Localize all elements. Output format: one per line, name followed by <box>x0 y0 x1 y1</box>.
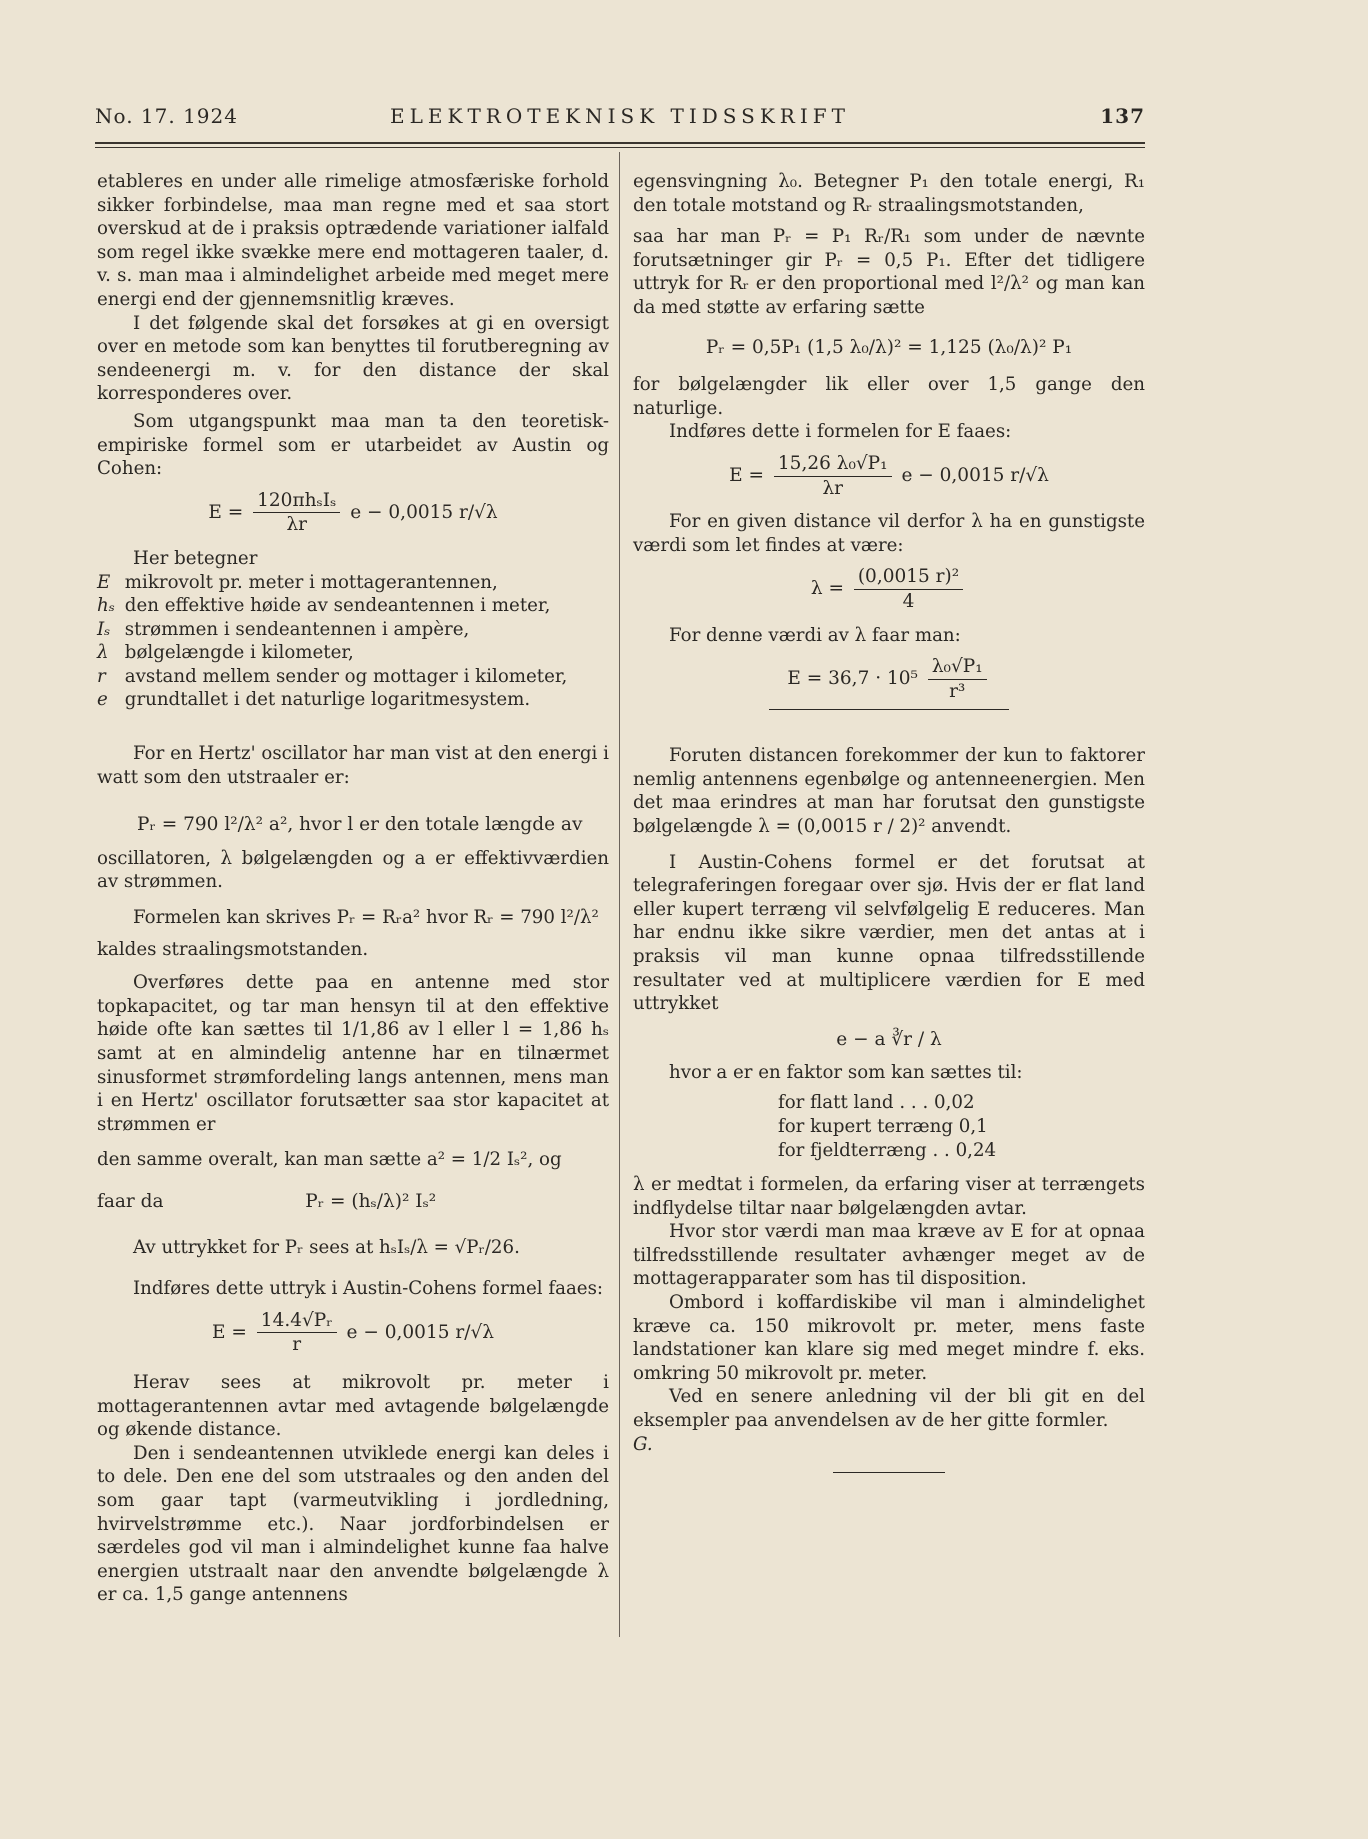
equation-numerator: (0,0015 r)² <box>854 565 963 590</box>
paragraph: Overføres dette paa en antenne med stor topkapacitet, og tar man hensyn til at den effektive høide ofte kan sættes til 1/1,86 av l eller l = 1,86 hₛ samt at en almindelig antenne har en tilnærmet sinusformet strømfordeling langs antennen, mens man i en Hertz' oscillator forutsætter saa stor kapacitet at strømmen er <box>97 972 609 1135</box>
table-row <box>778 1139 1145 1163</box>
paragraph: Herav sees at mikrovolt pr. meter i mottagerantennen avtar med avtagende bølgelængde og økende distance. <box>97 1371 609 1441</box>
equation-numerator: 15,26 λ₀√P₁ <box>774 452 892 477</box>
header-rule-thin <box>95 147 1145 148</box>
equation-optimal-lambda <box>633 565 1145 613</box>
equation-fraction <box>257 1309 337 1357</box>
paragraph: etableres en under alle rimelige atmosfæriske forhold sikker forbindelse, maa man regne med et saa stort overskud at de i praksis optrædende variationer ialfald som regel ikke svække mere end mottageren taaler, d. v. s. man maa i almindelighet arbeide med meget mere energi end der gjennemsnitlig kræves. <box>97 171 609 310</box>
paragraph: hvor a er en faktor som kan sættes til: <box>669 1062 1023 1084</box>
definition-text: bølgelængde i kilometer, <box>124 642 354 664</box>
author-signature: G. <box>633 1433 653 1455</box>
definition-item <box>97 688 609 712</box>
paragraph: For en given distance vil derfor λ ha en gunstigste værdi som let findes at være: <box>633 511 1145 556</box>
paragraph: Av uttrykket for Pᵣ sees at hₛIₛ/λ = √Pᵣ/26. <box>133 1236 520 1258</box>
paragraph: Foruten distancen forekommer der kun to faktorer nemlig antennens egenbølge og antenneenergien. Men det maa erindres at man har forutsat den gunstigste bølgelængde λ = (0,0015 r / 2)² anvendt. <box>633 745 1145 838</box>
left-column <box>97 170 609 1607</box>
definition-symbol: λ <box>97 642 109 664</box>
paragraph: Hvor stor værdi man maa kræve av E for at opnaa tilfredsstillende resultater avhænger meget av de mottagerapparater som has til disposition. <box>633 1221 1145 1290</box>
table-row <box>778 1115 1145 1139</box>
definition-item <box>97 641 609 665</box>
equation-exponent: e − 0,0015 r/√λ <box>346 1321 494 1343</box>
definition-text: den effektive høide av sendeantennen i meter, <box>124 595 551 617</box>
equation-terrain-factor: e − a ∛r / λ <box>836 1028 942 1050</box>
definition-symbol: Iₛ <box>97 618 111 640</box>
header-rule-thick <box>95 142 1145 144</box>
end-rule <box>833 1472 945 1473</box>
issue-label: No. 17. 1924 <box>95 104 238 128</box>
equation-fraction <box>928 655 987 703</box>
equation-radiated-share: Pᵣ = 0,5P₁ (1,5 λ₀/λ)² = 1,125 (λ₀/λ)² P₁ <box>705 336 1073 358</box>
equation-hertz: Pᵣ = 790 l²/λ² a², hvor l er den totale længde av <box>137 814 583 836</box>
table-row <box>778 1091 1145 1115</box>
paragraph: den samme overalt, kan man sætte a² = 1/2 Iₛ², og <box>97 1149 562 1171</box>
definition-symbol: e <box>97 689 108 711</box>
section-rule <box>769 709 1009 710</box>
definition-list <box>97 571 609 713</box>
equation-field-strength <box>97 1309 609 1357</box>
paragraph: For denne værdi av λ faar man: <box>669 624 961 646</box>
equation-denominator: 4 <box>902 590 915 612</box>
page-number: 137 <box>1100 104 1145 128</box>
equation-denominator: r³ <box>949 680 966 702</box>
equation-denominator: r <box>292 1334 302 1356</box>
equation-denominator: λr <box>822 477 844 499</box>
equation-radiated-power <box>97 1190 609 1214</box>
paragraph: Indføres dette i formelen for E faaes: <box>669 421 1012 443</box>
equation-austin-cohen <box>97 489 609 537</box>
paragraph: Den i sendeantennen utviklede energi kan deles i to dele. Den ene del som utstraales og den anden del som gaar tapt (varmeutvikling i jordledning, hvirvelstrømme etc.). Naar jordforbindelsen er særdeles god vil man i almindelighet kunne faa halve energien utstraalt naar den anvendte bølgelængde λ er ca. 1,5 gange antennens <box>97 1442 609 1606</box>
paragraph: For en Hertz' oscillator har man vist at den energi i watt som den utstraaler er: <box>97 743 609 788</box>
column-divider <box>619 152 620 1637</box>
definition-symbol: r <box>97 665 106 687</box>
definition-item <box>97 594 609 618</box>
table-value: 0,24 <box>955 1140 997 1161</box>
equation-numerator: λ₀√P₁ <box>928 655 987 680</box>
definition-symbol: E <box>97 571 111 593</box>
equation-lhs: E = <box>208 501 244 523</box>
paragraph: Ved en senere anledning vil der bli git en del eksempler paa anvendelsen av de her gitte formler. <box>633 1386 1145 1431</box>
definition-text: strømmen i sendeantennen i ampère, <box>124 618 470 640</box>
equation-fraction <box>774 452 892 500</box>
equation-fraction <box>854 565 963 613</box>
definition-text: grundtallet i det naturlige logaritmesystem. <box>124 689 531 711</box>
equation-numerator: 120πhₛIₛ <box>253 489 340 514</box>
equation-field-optimal <box>633 655 1145 710</box>
page-header <box>95 104 1145 134</box>
definition-item <box>97 571 609 595</box>
paragraph: saa har man Pᵣ = P₁ Rᵣ/R₁ som under de nævnte forutsætninger gir Pᵣ = 0,5 P₁. Efter det tidligere uttryk for Rᵣ er den proportional med l²/λ² og man kan da med støtte av erfaring sætte <box>633 226 1145 318</box>
equation-body: Pᵣ = (hₛ/λ)² Iₛ² <box>305 1190 437 1212</box>
definition-text: mikrovolt pr. meter i mottagerantennen, <box>124 571 498 593</box>
equation-fraction <box>253 489 340 537</box>
paragraph: kaldes straalingsmotstanden. <box>97 938 369 960</box>
equation-exponent: e − 0,0015 r/√λ <box>350 501 498 523</box>
equation-lhs: λ = <box>810 578 844 600</box>
paragraph: Som utgangspunkt maa man ta den teoretisk-empiriske formel som er utarbeidet av Austin og Cohen: <box>97 410 609 480</box>
table-label: for flatt land . . . <box>778 1092 929 1113</box>
equation-lhs: E = 36,7 · 10⁵ <box>787 668 918 690</box>
paragraph: Indføres dette uttryk i Austin-Cohens formel faaes: <box>133 1278 604 1300</box>
equation-exponent: e − 0,0015 r/√λ <box>901 465 1049 487</box>
paragraph: Her betegner <box>133 547 258 569</box>
definition-symbol: hₛ <box>97 595 115 617</box>
paragraph: I det følgende skal det forsøkes at gi en oversigt over en metode som kan benyttes til forutberegning av sendeenergi m. v. for den distance der skal korresponderes over. <box>97 312 609 405</box>
table-label: for kupert terræng <box>778 1116 953 1137</box>
paragraph: for bølgelængder lik eller over 1,5 gange den naturlige. <box>633 374 1145 419</box>
right-column <box>633 170 1145 1473</box>
paragraph: oscillatoren, λ bølgelængden og a er effektivværdien av strømmen. <box>97 847 609 893</box>
equation-field-lambda0 <box>633 452 1145 500</box>
table-value: 0,02 <box>934 1092 975 1113</box>
paragraph: egensvingning λ₀. Betegner P₁ den totale energi, R₁ den totale motstand og Rᵣ straalingsmotstanden, <box>633 171 1145 216</box>
paragraph: I Austin-Cohens formel er det forutsat at telegraferingen foregaar over sjø. Hvis der er flat land eller kupert terræng vil selvfølgelig E reduceres. Man har endnu ikke sikre værdier, men det antas at i praksis vil man kunne opnaa tilfredsstillende resultater ved at multiplicere værdien for E med uttrykket <box>633 851 1145 1015</box>
table-label: for fjeldterræng . . <box>778 1140 950 1161</box>
equation-lhs: E = <box>212 1321 247 1343</box>
equation-lhs: E = <box>729 465 765 487</box>
table-value: 0,1 <box>958 1116 988 1137</box>
paragraph: Ombord i koffardiskibe vil man i almindelighet kræve ca. 150 mikrovolt pr. meter, mens faste landstationer kan klare sig med meget mindre f. eks. omkring 50 mikrovolt pr. meter. <box>633 1291 1145 1384</box>
definition-text: avstand mellem sender og mottager i kilometer, <box>124 665 568 687</box>
journal-title: ELEKTROTEKNISK TIDSSKRIFT <box>390 104 850 128</box>
equation-numerator: 14.4√Pᵣ <box>257 1309 337 1334</box>
equation-denominator: λr <box>286 514 308 536</box>
equation-lead: faar da <box>97 1190 164 1212</box>
definition-item <box>97 665 609 689</box>
terrain-table <box>778 1091 1145 1163</box>
definition-item <box>97 618 609 642</box>
paragraph: Formelen kan skrives Pᵣ = Rᵣa² hvor Rᵣ = 790 l²/λ² <box>133 907 599 929</box>
paragraph: λ er medtat i formelen, da erfaring viser at terrængets indflydelse tiltar naar bølgelængden avtar. <box>633 1174 1145 1219</box>
